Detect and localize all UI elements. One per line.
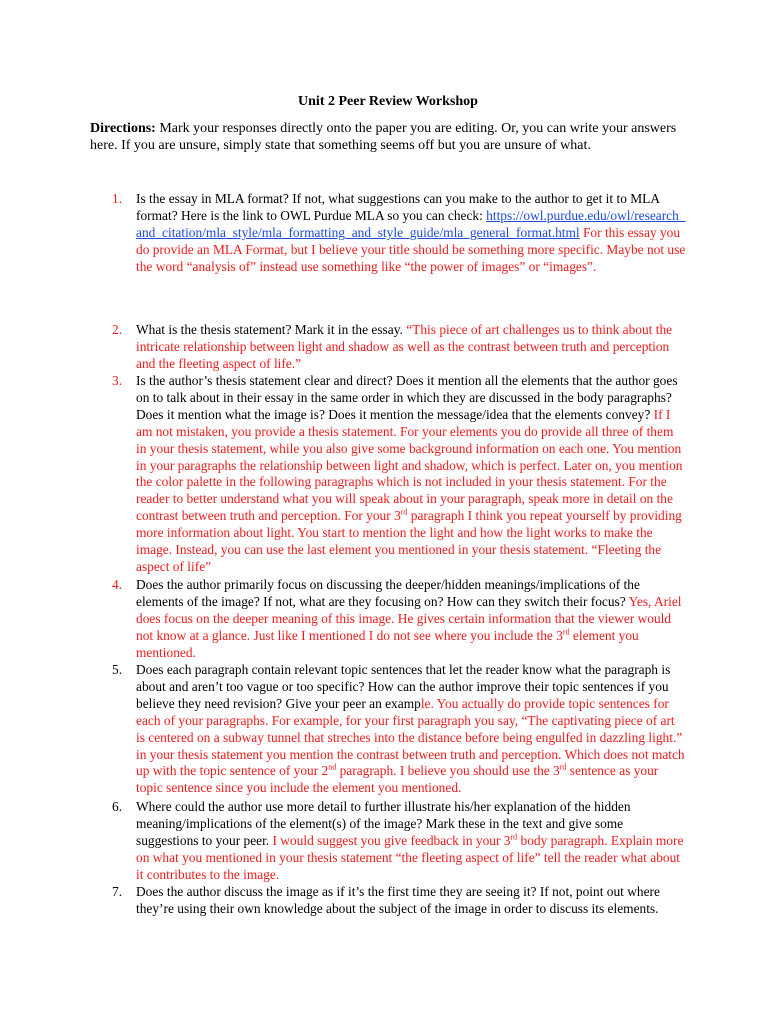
question-body-5 bbox=[136, 662, 686, 797]
question-body-1 bbox=[136, 191, 686, 276]
question-number-6: 6. bbox=[112, 799, 123, 814]
answer-sup-5b: rd bbox=[559, 762, 567, 772]
question-text-3: Is the author’s thesis statement clear and direct? Does it mention all the elements that the author goes on to talk about in their essay in the same order in which they are discussed in the body paragraphs? Does it mention what the image is? Does it mention the message/idea that the elements convey? bbox=[136, 373, 678, 422]
page-title: Unit 2 Peer Review Workshop bbox=[298, 94, 478, 109]
directions-label: Directions: bbox=[90, 121, 156, 136]
answer-text-5b: paragraph. I believe you should use the 3 bbox=[336, 763, 560, 779]
answer-text-4b: element you mentioned. bbox=[136, 627, 639, 660]
question-text-7: Does the author discuss the image as if it’s the first time they are seeing it? If not, point out where they’re using their own knowledge about the subject of the image in order to discuss its elements. bbox=[136, 884, 660, 916]
answer-text-3a: If I am not mistaken, you provide a thesis statement. For your elements you do provide all three of them in your thesis statement, while you also give some background information on each one. You mention in your paragraphs the relationship between light and shadow, which is perfect. Later on, you mention the color palette in the following paragraphs which is not included in your thesis statement. For the reader to better understand what you will speak about in your paragraph, speak more in detail on the contrast between truth and perception. For your 3 bbox=[136, 406, 683, 524]
question-number-1: 1. bbox=[112, 191, 123, 206]
question-text-2: What is the thesis statement? Mark it in the essay. bbox=[136, 322, 407, 337]
answer-text-5a: le. You actually do provide topic sentences for each of your paragraphs. For example, for your first paragraph you say, “The captivating piece of art is centered on a subway tunnel that streches into the distance before being engulfed in dazzling light.” in your thesis statement you mention the contrast between truth and perception. Which does not match up with the topic sentence of your 2 bbox=[136, 695, 685, 779]
answer-text-4a: Yes, Ariel does focus on the deeper meaning of this image. He gives certain information that the viewer would not know at a glance. Just like I mentioned I do not see where you include the 3 bbox=[136, 593, 682, 643]
question-item-6 bbox=[90, 799, 686, 884]
question-item-5 bbox=[90, 662, 686, 797]
question-item-1 bbox=[90, 191, 686, 276]
directions-text: Mark your responses directly onto the paper you are editing. Or, you can write your answers here. If you are unsure, simply state that something seems off but you are unsure of what. bbox=[90, 121, 677, 153]
question-number-7: 7. bbox=[112, 884, 123, 899]
question-item-3 bbox=[90, 373, 686, 576]
answer-sup-5a: nd bbox=[328, 762, 337, 772]
question-item-2 bbox=[90, 322, 686, 373]
question-item-4 bbox=[90, 577, 686, 662]
answer-text-1: For this essay you do provide an MLA Format, but I believe your title should be something more specific. Maybe not use the word “analysis of” instead use something like “the power of images” or “images”. bbox=[136, 224, 686, 274]
answer-sup-3: rd bbox=[400, 507, 408, 517]
question-body-3 bbox=[136, 373, 686, 576]
question-body-2 bbox=[136, 322, 686, 373]
question-text-5: Does each paragraph contain relevant topic sentences that let the reader know what the paragraph is about and aren’t too vague or too specific? How can the author improve their topic sentences if you believe they need revision? Give your peer an examp bbox=[136, 662, 671, 711]
question-body-6 bbox=[136, 799, 686, 884]
question-body-7 bbox=[136, 884, 686, 918]
answer-text-3b: paragraph I think you repeat yourself by providing more information about light. You start to mention the light and how the light works to make the image. Instead, you can use the last element you mentioned in your thesis statement. “Fleeting the aspect of life” bbox=[136, 508, 682, 574]
question-text-1: Is the essay in MLA format? If not, what suggestions can you make to the author to get it to MLA format? Here is the link to OWL Purdue MLA so you can check: bbox=[136, 191, 660, 223]
question-number-3: 3. bbox=[112, 373, 123, 388]
question-text-6: Where could the author use more detail to further illustrate his/her explanation of the hidden meaning/implications of the element(s) of the image? Mark these in the text and give some suggestions to your peer. bbox=[136, 799, 631, 848]
question-body-4 bbox=[136, 577, 686, 662]
owl-purdue-mla-link[interactable]: https://owl.purdue.edu/owl/research_and_citation/mla_style/mla_formatting_and_style_guide/mla_general_format.html bbox=[136, 207, 686, 240]
answer-text-2: “This piece of art challenges us to think about the intricate relationship between light and shadow as well as the contrast between truth and perception and the fleeting aspect of life.” bbox=[136, 322, 673, 371]
answer-text-5c: sentence as your topic sentence since you include the element you mentioned. bbox=[136, 763, 659, 796]
directions-paragraph bbox=[90, 120, 686, 154]
answer-text-6b: body paragraph. Explain more on what you mentioned in your thesis statement “the fleeting aspect of life” tell the reader what about it contributes to the image. bbox=[136, 832, 684, 882]
answer-sup-6: rd bbox=[510, 832, 518, 842]
question-item-7 bbox=[90, 884, 686, 918]
answer-sup-4: rd bbox=[562, 627, 570, 637]
question-number-4: 4. bbox=[112, 577, 123, 592]
question-text-4: Does the author primarily focus on discussing the deeper/hidden meanings/implications of the elements of the image? If not, what are they focusing on? How can they switch their focus? bbox=[136, 577, 640, 609]
question-number-5: 5. bbox=[112, 662, 123, 677]
question-number-2: 2. bbox=[112, 322, 123, 337]
answer-text-6a: I would suggest you give feedback in your 3 bbox=[272, 832, 511, 848]
